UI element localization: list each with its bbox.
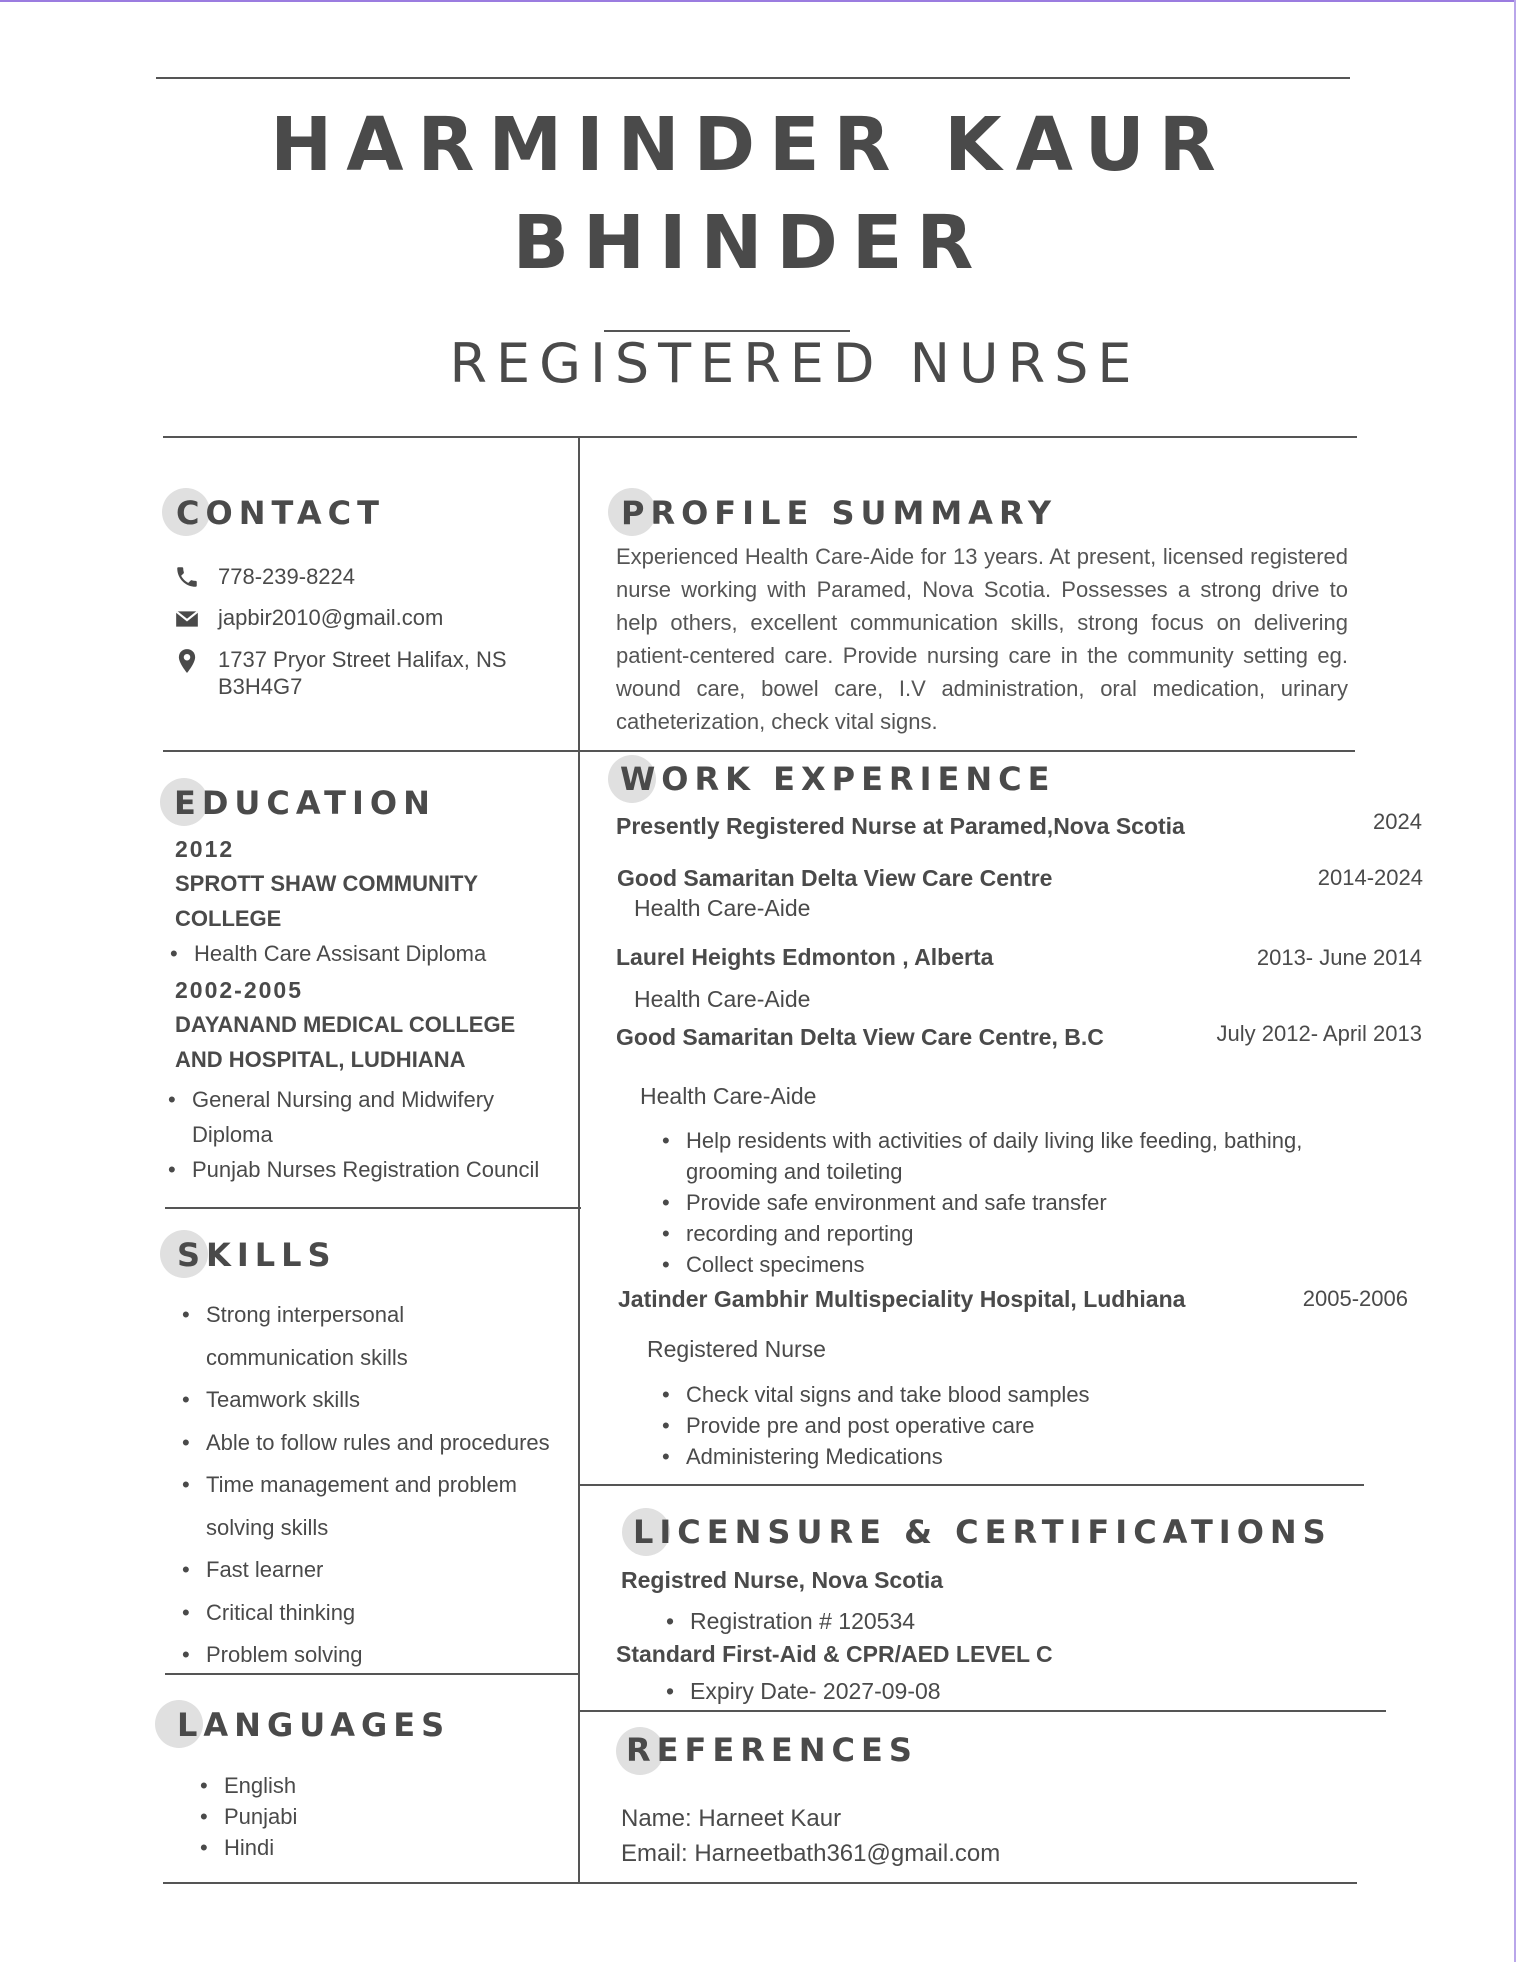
reference-email: Email: Harneetbath361@gmail.com (621, 1840, 1001, 1867)
list-item: • Provide safe environment and safe transfer (656, 1187, 1302, 1218)
cert-1-title: Registred Nurse, Nova Scotia (621, 1567, 944, 1593)
job-4-title: Good Samaritan Delta View Care Centre, B.C (616, 1024, 1104, 1050)
section-rule-3 (165, 1673, 578, 1675)
header-bottom-rule (163, 436, 1357, 438)
contact-heading: CONTACT (176, 494, 385, 532)
job-3-role: Health Care-Aide (634, 986, 811, 1012)
list-item: • Punjabi (194, 1801, 297, 1832)
list-item: • Health Care Assisant Diploma (164, 941, 486, 967)
job-1-year: 2024 (1373, 809, 1422, 834)
contact-email: japbir2010@gmail.com (218, 605, 444, 630)
job-3-title: Laurel Heights Edmonton , Alberta (616, 944, 994, 970)
phone-icon (174, 564, 200, 590)
list-item: • Help residents with activities of daily living like feeding, bathing, (656, 1125, 1302, 1156)
list-item: • Able to follow rules and procedures (176, 1422, 550, 1465)
job-5-duties (656, 1379, 1090, 1472)
list-item-continuation: solving skills (206, 1514, 329, 1540)
list-item: • General Nursing and Midwifery (162, 1082, 539, 1117)
contact-address-line-2: B3H4G7 (218, 674, 303, 699)
list-item: • Fast learner (176, 1549, 550, 1592)
languages-list (194, 1770, 297, 1863)
list-item: • Registration # 120534 (660, 1608, 915, 1635)
job-2-year: 2014-2024 (1317, 865, 1423, 890)
job-2-title: Good Samaritan Delta View Care Centre (617, 865, 1053, 891)
list-item: • Problem solving (176, 1634, 550, 1677)
education-school-2-line-1: DAYANAND MEDICAL COLLEGE (175, 1012, 516, 1037)
cert-1-details (660, 1608, 915, 1635)
cert-2-title: Standard First-Aid & CPR/AED LEVEL C (616, 1641, 1053, 1667)
job-5-title: Jatinder Gambhir Multispeciality Hospital, Ludhiana (618, 1286, 1186, 1312)
job-5-year: 2005-2006 (1302, 1286, 1408, 1311)
list-item: • recording and reporting (656, 1218, 1302, 1249)
list-item: • Administering Medications (656, 1441, 1090, 1472)
page-frame-top (0, 0, 1516, 2)
list-item-continuation: grooming and toileting (686, 1159, 903, 1184)
list-item: • Critical thinking (176, 1592, 550, 1635)
profile-heading: PROFILE SUMMARY (621, 494, 1057, 532)
references-heading: REFERENCES (626, 1731, 918, 1769)
name-line-2: BHINDER (512, 200, 988, 286)
job-1-title: Presently Registered Nurse at Paramed,Nova Scotia (616, 813, 1185, 839)
education-list-1 (164, 941, 486, 967)
job-2-role: Health Care-Aide (634, 895, 811, 921)
reference-name: Name: Harneet Kaur (621, 1805, 842, 1832)
list-item: • English (194, 1770, 297, 1801)
list-item: • Punjab Nurses Registration Council (162, 1152, 539, 1187)
education-year-2: 2002-2005 (175, 977, 303, 1003)
list-item: • Check vital signs and take blood samples (656, 1379, 1090, 1410)
list-item: • Expiry Date- 2027-09-08 (660, 1678, 941, 1705)
work-heading: WORK EXPERIENCE (620, 760, 1056, 798)
list-item: • Teamwork skills (176, 1379, 550, 1422)
list-item-continuation: communication skills (206, 1344, 408, 1370)
cert-2-details (660, 1678, 941, 1705)
skills-list (176, 1294, 550, 1677)
skills-heading: SKILLS (177, 1236, 337, 1274)
languages-heading: LANGUAGES (177, 1706, 451, 1744)
section-rule-1 (163, 750, 1355, 752)
list-item: • Strong interpersonal (176, 1294, 550, 1337)
licensure-heading: LICENSURE & CERTIFICATIONS (633, 1513, 1332, 1551)
job-4-role: Health Care-Aide (640, 1083, 817, 1109)
list-item: • Hindi (194, 1832, 297, 1863)
location-pin-icon (174, 648, 200, 674)
education-heading: EDUCATION (174, 784, 436, 822)
education-list-2 (162, 1082, 539, 1187)
job-3-year: 2013- June 2014 (1256, 945, 1422, 970)
column-divider (578, 436, 580, 1884)
list-item: • Collect specimens (656, 1249, 1302, 1280)
job-4-year: July 2012- April 2013 (1216, 1021, 1422, 1046)
profile-summary-text: Experienced Health Care-Aide for 13 years. At present, licensed registered nurse working with Paramed, Nova Scotia. Possesses a strong drive to help others, excellent communication skills, strong focus on delivering patient-centered care. Provide nursing care in the community setting eg. wound care, bowel care, I.V administration, oral medication, urinary catheterization, check vital signs. (616, 544, 1348, 734)
contact-address-line-1: 1737 Pryor Street Halifax, NS (218, 647, 507, 672)
education-school-2-line-2: AND HOSPITAL, LUDHIANA (175, 1047, 466, 1072)
education-year-1: 2012 (175, 836, 235, 862)
footer-rule (163, 1882, 1357, 1884)
education-school-1-line-1: SPROTT SHAW COMMUNITY (175, 871, 479, 896)
section-rule-4 (580, 1484, 1364, 1486)
list-item: • Time management and problem (176, 1464, 550, 1507)
job-5-role: Registered Nurse (647, 1336, 826, 1362)
contact-phone: 778-239-8224 (218, 564, 356, 589)
education-school-1-line-2: COLLEGE (175, 906, 282, 931)
section-rule-2 (165, 1207, 581, 1209)
list-item: • Provide pre and post operative care (656, 1410, 1090, 1441)
header-top-rule (156, 77, 1350, 79)
job-4-duties (656, 1125, 1302, 1280)
list-item-continuation: Diploma (192, 1122, 273, 1147)
email-icon (174, 606, 200, 632)
section-rule-5 (580, 1710, 1386, 1712)
name-line-1: HARMINDER KAUR (270, 102, 1230, 188)
job-title: REGISTERED NURSE (449, 332, 1141, 395)
